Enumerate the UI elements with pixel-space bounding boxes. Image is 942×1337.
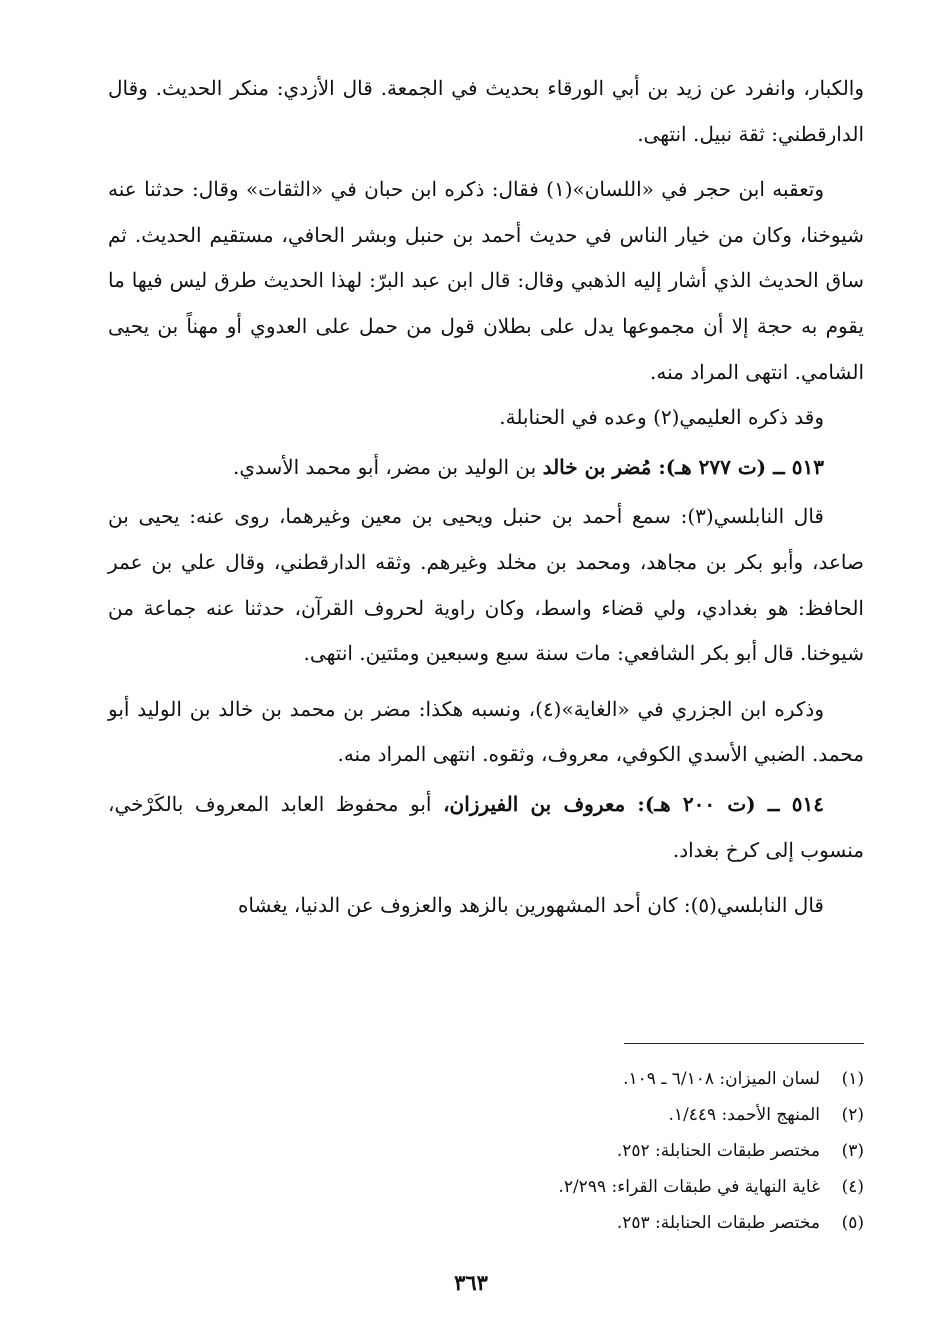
page-number: ٣٦٣	[454, 1270, 488, 1295]
footnote-4-number: (٤)	[841, 1177, 864, 1197]
entry-514	[108, 782, 864, 873]
footnote-1-text: لسان الميزان: ٦/١٠٨ ـ ١٠٩.	[623, 1069, 820, 1089]
footnote-3-number: (٣)	[841, 1141, 864, 1161]
footnote-5	[164, 1205, 864, 1241]
paragraph-5	[108, 494, 864, 676]
paragraph-1-text: والكبار، وانفرد عن زيد بن أبي الورقاء بحديث في الجمعة. قال الأزدي: منكر الحديث. وقال الدارقطني: ثقة نبيل. انتهى.	[108, 76, 864, 146]
paragraph-8-text: قال النابلسي(٥): كان أحد المشهورين بالزهد والعزوف عن الدنيا، يغشاه	[237, 893, 824, 918]
footnote-1-number: (١)	[841, 1069, 864, 1089]
paragraph-3	[108, 395, 864, 441]
footnote-2-text: المنهج الأحمد: ١/٤٤٩.	[668, 1105, 820, 1125]
entry-514-text: أبو محفوظ العابد المعروف بالكَرْخي، منسوب إلى كرخ بغداد.	[108, 791, 864, 862]
entry-513	[108, 445, 864, 491]
footnote-3	[164, 1133, 864, 1169]
footnote-5-number: (٥)	[841, 1213, 864, 1233]
footnote-2	[164, 1097, 864, 1133]
entry-514-heading: ٥١٤ ــ (ت ٢٠٠ هـ): معروف بن الفيرزان،	[443, 791, 824, 816]
footnote-2-number: (٢)	[841, 1105, 864, 1125]
footnotes-list	[164, 1061, 864, 1241]
paragraph-2-text: وتعقبه ابن حجر في «اللسان»(١) فقال: ذكره ابن حبان في «الثقات» وقال: حدثنا عنه شيوخنا، وكان من خيار الناس في حديث أحمد بن حنبل وبشر الحافي، مستقيم الحديث. ثم ساق الحديث الذي أشار إليه الذهبي وقال: قال ابن عبد البرّ: لهذا الحديث طرق ليس فيها ما يقوم به حجة إلا أن مجموعها يدل على بطلان قول من حمل على العدوي أو مهناً بن يحيى الشامي. انتهى المراد منه.	[108, 177, 864, 384]
entry-513-text: بن الوليد بن مضر، أبو محمد الأسدي.	[232, 454, 543, 479]
entry-513-heading: ٥١٣ ــ (ت ٢٧٧ هـ): مُضر بن خالد	[542, 454, 824, 479]
footnote-5-text: مختصر طبقات الحنابلة: ٢٥٣.	[616, 1213, 820, 1233]
paragraph-3-text: وقد ذكره العليمي(٢) وعده في الحنابلة.	[499, 405, 824, 430]
footnote-3-text: مختصر طبقات الحنابلة: ٢٥٢.	[616, 1141, 820, 1161]
footnote-1	[164, 1061, 864, 1097]
footnote-4	[164, 1169, 864, 1205]
paragraph-6-text: وذكره ابن الجزري في «الغاية»(٤)، ونسبه هكذا: مضر بن محمد بن خالد بن الوليد أبو محمد. الضبي الأسدي الكوفي، معروف، وثقوه. انتهى المراد منه.	[108, 696, 864, 767]
paragraph-2	[108, 167, 864, 395]
paragraph-1	[108, 66, 864, 157]
paragraph-5-text: قال النابلسي(٣): سمع أحمد بن حنبل ويحيى بن معين وغيرهما، روى عنه: يحيى بن صاعد، وأبو بكر بن مجاهد، ومحمد بن مخلد وغيرهم. وثقه الدارقطني، وقال علي بن عمر الحافظ: هو بغدادي، ولي قضاء واسط، وكان راوية لحروف القرآن، حدثنا عنه جماعة من شيوخنا. قال أبو بكر الشافعي: مات سنة سبع وسبعين ومئتين. انتهى.	[108, 504, 864, 666]
footnote-4-text: غاية النهاية في طبقات القراء: ٢/٢٩٩.	[558, 1177, 820, 1197]
paragraph-6	[108, 687, 864, 778]
main-text	[108, 66, 864, 929]
paragraph-8	[108, 883, 864, 929]
footnote-divider	[624, 1043, 864, 1044]
